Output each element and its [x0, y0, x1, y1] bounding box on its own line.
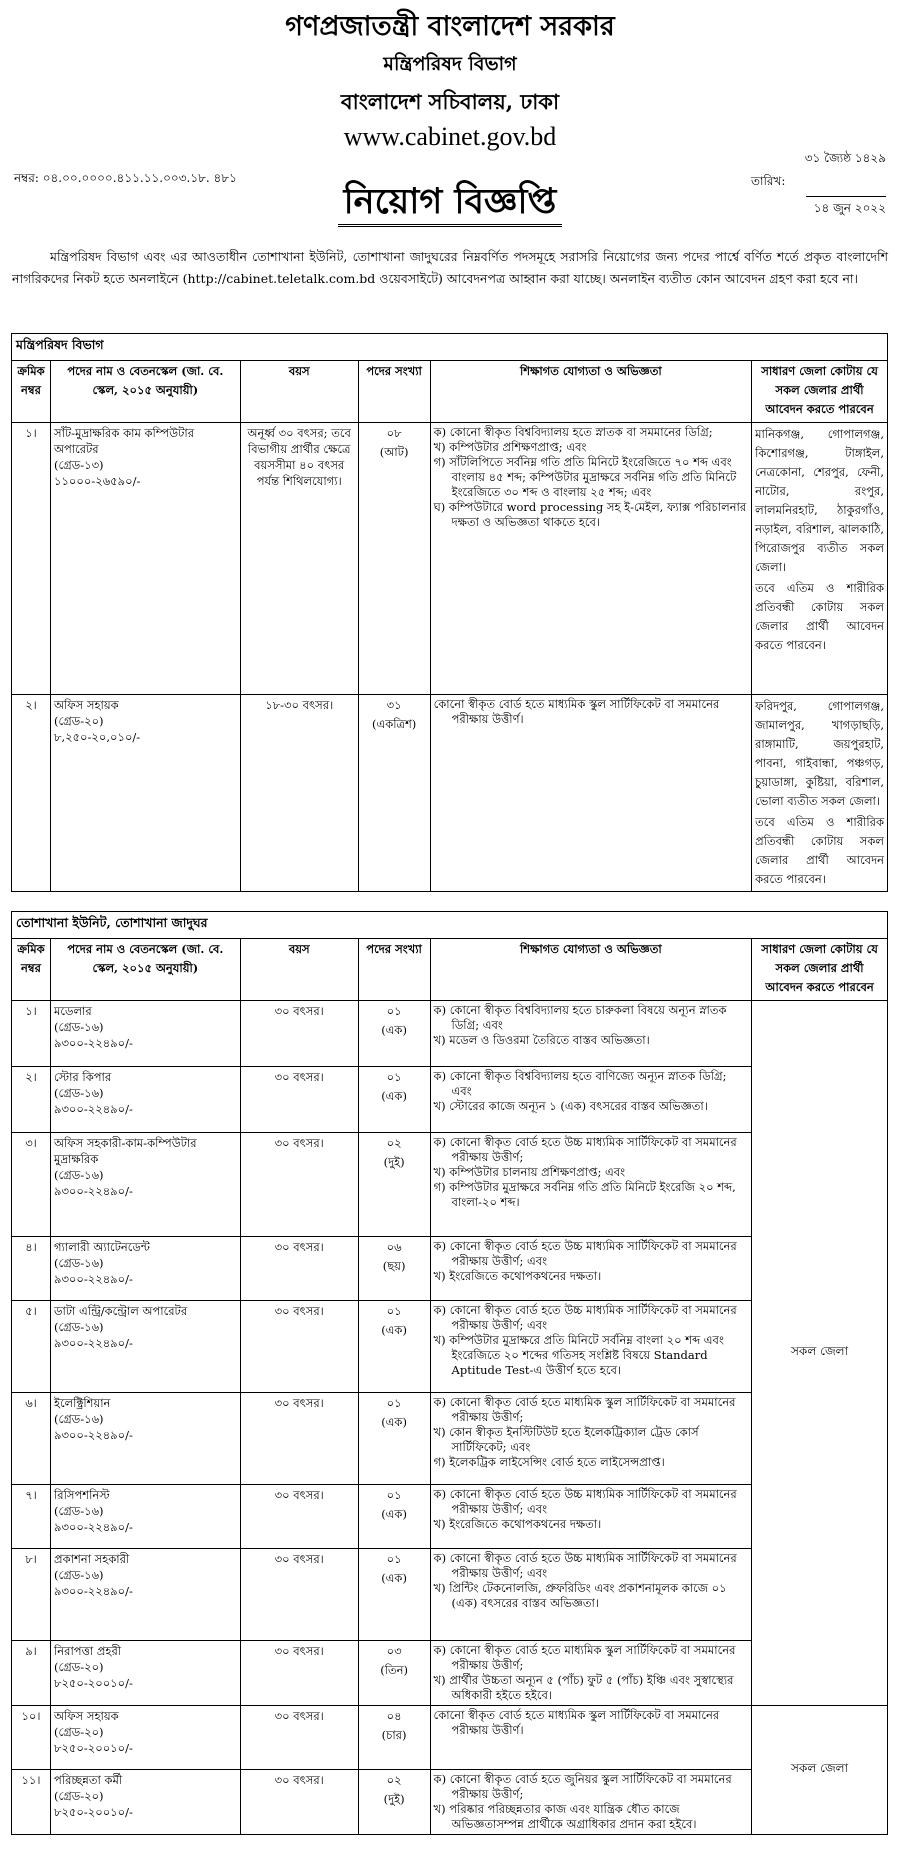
age-cell: ৩০ বৎসর।	[240, 1770, 358, 1835]
qualification-item: ক) কোনো স্বীকৃত বোর্ড হতে মাধ্যমিক স্কুল সার্টিফিকেট বা সমমানের পরীক্ষায় উত্তীর্ণ;	[433, 1643, 736, 1672]
post-name-cell	[50, 695, 240, 892]
section-title-row	[12, 334, 888, 361]
qualification-item: খ) মডেল ও ডিওরমা তৈরিতে বাস্তব অভিজ্ঞতা।	[433, 1033, 650, 1047]
post-count: ০৬	[386, 1240, 402, 1254]
post-line: ১১০০০-২৬৫৯০/-	[53, 474, 141, 488]
col-header-serial: ক্রমিক নম্বর	[12, 361, 51, 423]
government-name: গণপ্রজাতন্ত্রী বাংলাদেশ সরকার	[285, 11, 615, 42]
qualification-item: ক) কোনো স্বীকৃত বোর্ড হতে উচ্চ মাধ্যমিক সার্টিফিকেট বা সমমানের পরীক্ষায় উত্তীর্ণ; এবং	[433, 1487, 737, 1516]
age-cell: ৩০ বৎসর।	[240, 1393, 358, 1485]
post-line: মডেলার	[53, 1004, 92, 1018]
qualification-item: ঘ) কম্পিউটারে word processing সহ ই-মেইল, ফ্যাক্স পরিচালনার দক্ষতা ও অভিজ্ঞতা থাকতে হবে।	[433, 500, 747, 529]
post-line: ৮২৫০-২০০১০/-	[53, 1741, 133, 1755]
post-name-cell	[50, 1485, 240, 1549]
notice-title-wrap	[0, 174, 900, 233]
post-line: রিসিপশনিস্ট	[53, 1488, 110, 1502]
age-cell: ৩০ বৎসর।	[240, 1067, 358, 1133]
qualification-cell	[430, 1393, 752, 1485]
post-count-word: (এক)	[381, 1507, 407, 1521]
post-count-cell	[358, 1641, 430, 1706]
qualification-item: ক) কোনো স্বীকৃত বোর্ড হতে উচ্চ মাধ্যমিক সার্টিফিকেট বা সমমানের পরীক্ষায় উত্তীর্ণ; এবং	[433, 1239, 737, 1268]
age-cell: ৩০ বৎসর।	[240, 1001, 358, 1067]
intro-paragraph: মন্ত্রিপরিষদ বিভাগ এবং এর আওতাধীন তোশাখানা ইউনিট, তোশাখানা জাদুঘরের নিম্নবর্ণিত পদসমূহে সরাসরি নিয়োগের জন্য পদের পার্শ্বে বর্ণিত শর্তে প্রকৃত বাংলাদেশি নাগরিকদের নিকট হতে অনলাইনে (http://cabinet.teletalk.com.bd ওয়েবসাইটে) আবেদনপত্র আহ্বান করা যাচ্ছে। অনলাইন ব্যতীত কোন আবেদন গ্রহণ করা হবে না।	[12, 249, 888, 286]
age-cell: ৩০ বৎসর।	[240, 1301, 358, 1393]
post-line: ৯৩০০-২২৪৯০/-	[53, 1184, 133, 1198]
col-header-count: পদের সংখ্যা	[358, 939, 430, 1001]
post-count-cell	[358, 1237, 430, 1301]
row-serial: ৩।	[12, 1133, 51, 1237]
post-line: ৯৩০০-২২৪৯০/-	[53, 1520, 133, 1534]
qualification-item: কোনো স্বীকৃত বোর্ড হতে মাধ্যমিক স্কুল সার্টিফিকেট বা সমমানের পরীক্ষায় উত্তীর্ণ।	[433, 1708, 720, 1737]
post-count-cell	[358, 1067, 430, 1133]
post-count-word: (দুই)	[383, 1792, 405, 1806]
qualification-item: খ) ইংরেজিতে কথোপকথনের দক্ষতা।	[433, 1269, 602, 1283]
qualification-cell	[430, 1549, 752, 1641]
age-cell: ৩০ বৎসর।	[240, 1133, 358, 1237]
post-line: ৯৩০০-২২৪৯০/-	[53, 1036, 133, 1050]
post-line: স্টোর কিপার	[53, 1070, 112, 1084]
post-line: (গ্রেড-১৬)	[53, 1020, 104, 1034]
post-name-cell	[50, 1133, 240, 1237]
post-name-cell	[50, 1706, 240, 1770]
qualification-item: খ) কম্পিউটার চালনায় প্রশিক্ষণপ্রাপ্ত; এবং	[433, 1165, 626, 1179]
qualification-item: গ) সাঁটলিপিতে সর্বনিম্ন গতি প্রতি মিনিটে ইংরেজিতে ৭০ শব্দ এবং বাংলায় ৪৫ শব্দ; কম্পিউটার মুদ্রাক্ষরে সর্বনিম্ন গতি প্রতি মিনিটে ইংরেজিতে ৩০ শব্দ ও বাংলায় ২৫ শব্দ; এবং	[433, 455, 737, 499]
qualification-item: ক) কোনো স্বীকৃত বোর্ড হতে উচ্চ মাধ্যমিক সার্টিফিকেট বা সমমানের পরীক্ষায় উত্তীর্ণ; এবং	[433, 1303, 737, 1332]
qualification-item: গ) ইলেকট্রিক লাইসেন্সিং বোর্ড হতে লাইসেন্সপ্রাপ্ত।	[433, 1455, 665, 1469]
post-line: ৮,২৫০-২০,০১০/-	[53, 730, 141, 744]
row-serial: ৮।	[12, 1549, 51, 1641]
post-count-word: (এক)	[381, 1415, 407, 1429]
quota-exception: তবে এতিম ও শারীরিক প্রতিবন্ধী কোটায় সকল জেলার প্রার্থী আবেদন করতে পারবেন।	[755, 815, 884, 886]
qualification-item: ক) কোনো স্বীকৃত বিশ্ববিদ্যালয় হতে চারুকলা বিষয়ে অন্যূন স্নাতক ডিগ্রি; এবং	[433, 1003, 727, 1032]
post-name-cell	[50, 1641, 240, 1706]
post-count-word: (এক)	[381, 1323, 407, 1337]
post-count-word: (একত্রিশ)	[371, 717, 417, 731]
post-line: পরিচ্ছন্নতা কর্মী	[53, 1773, 123, 1787]
age-cell: ৩০ বৎসর।	[240, 1237, 358, 1301]
qualification-item: খ) স্টোরের কাজে অন্যূন ১ (এক) বৎসরের বাস্তব অভিজ্ঞতা।	[433, 1099, 708, 1113]
post-line: (গ্রেড-১৬)	[53, 1256, 104, 1270]
post-line: (গ্রেড-২০)	[53, 714, 104, 728]
qualification-item: ক) কোনো স্বীকৃত বিশ্ববিদ্যালয় হতে স্নাতক বা সমমানের ডিগ্রি;	[433, 425, 713, 439]
post-count: ০১	[386, 1396, 402, 1410]
district-quota-cell	[752, 423, 888, 695]
qualification-item: খ) কোন স্বীকৃত ইনস্টিটিউট হতে ইলেকট্রিক্যাল ট্রেড কোর্স সার্টিফিকেট; এবং	[433, 1425, 699, 1454]
post-count-cell	[358, 423, 430, 695]
date-english: ১৪ জুন ২০২২	[813, 201, 886, 215]
quota-districts: ফরিদপুর, গোপালগঞ্জ, জামালপুর, খাগড়াছড়ি, রাঙ্গামাটি, জয়পুরহাট, পাবনা, গাইবান্ধা, পঞ্চগড়, চুয়াডাঙ্গা, কুষ্টিয়া, বরিশাল, ভোলা ব্যতীত সকল জেলা।	[755, 699, 884, 808]
row-serial: ৬।	[12, 1393, 51, 1485]
post-count-cell	[358, 1001, 430, 1067]
post-line: (গ্রেড-২০)	[53, 1789, 104, 1803]
post-line: ৯৩০০-২২৪৯০/-	[53, 1428, 133, 1442]
date-label: তারিখ:	[751, 174, 786, 188]
qualification-item: খ) প্রিন্টিং টেকনোলজি, প্রুফরিডিং এবং প্রকাশনামূলক কাজে ০১ (এক) বৎসরের বাস্তব অভিজ্ঞতা।	[433, 1581, 727, 1610]
notice-title: নিয়োগ বিজ্ঞপ্তি	[338, 181, 563, 227]
row-serial: ২।	[12, 1067, 51, 1133]
qualification-item: খ) প্রার্থীর উচ্চতা অন্যূন ৫ (পাঁচ) ফুট ৫ (পাঁচ) ইঞ্চি এবং সুস্বাস্থ্যের অধিকারী হইতে হইবে।	[433, 1673, 734, 1702]
post-line: সাঁট-মুদ্রাক্ষরিক কাম কম্পিউটার	[53, 426, 195, 440]
post-name-cell	[50, 1237, 240, 1301]
qualification-item: ক) কোনো স্বীকৃত বোর্ড হতে মাধ্যমিক স্কুল সার্টিফিকেট বা সমমানের পরীক্ষায় উত্তীর্ণ;	[433, 1395, 736, 1424]
post-count-word: (তিন)	[380, 1663, 408, 1677]
post-name-cell	[50, 1549, 240, 1641]
column-header-row	[12, 361, 888, 423]
post-count-cell	[358, 1301, 430, 1393]
post-name-cell	[50, 1393, 240, 1485]
col-header-post: পদের নাম ও বেতনস্কেল (জা. বে. স্কেল, ২০১৫ অনুযায়ী)	[50, 361, 240, 423]
qualification-item: ক) কোনো স্বীকৃত বোর্ড হতে উচ্চ মাধ্যমিক সার্টিফিকেট বা সমমানের পরীক্ষায় উত্তীর্ণ; এবং	[433, 1551, 737, 1580]
col-header-count: পদের সংখ্যা	[358, 361, 430, 423]
qualification-item: খ) পরিষ্কার পরিচ্ছন্নতার কাজ এবং যান্ত্রিক ধৌত কাজে অভিজ্ঞতাসম্পন্ন প্রার্থীকে অগ্রাধিকার প্রদান করা হইবে।	[433, 1802, 697, 1831]
row-serial: ৫।	[12, 1301, 51, 1393]
qualification-cell	[430, 1001, 752, 1067]
toshakhana-unit-table	[11, 911, 888, 1835]
post-line: (গ্রেড-১৬)	[53, 1168, 104, 1182]
post-line: (গ্রেড-১৬)	[53, 1086, 104, 1100]
qualification-item: খ) কম্পিউটার প্রশিক্ষণপ্রাপ্ত; এবং	[433, 440, 587, 454]
post-count-word: (আট)	[379, 445, 409, 459]
post-line: (গ্রেড-১৬)	[53, 1568, 104, 1582]
row-serial: ১।	[12, 423, 51, 695]
qualification-cell	[430, 1485, 752, 1549]
qualification-item: খ) ইংরেজিতে কথোপকথনের দক্ষতা।	[433, 1517, 602, 1531]
col-header-serial: ক্রমিক নম্বর	[12, 939, 51, 1001]
post-count-word: (চার)	[381, 1728, 407, 1742]
post-line: ৮২৫০-২০০১০/-	[53, 1676, 133, 1690]
post-count: ০২	[386, 1136, 402, 1150]
row-serial: ১০।	[12, 1706, 51, 1770]
post-count: ৩১	[386, 698, 402, 712]
col-header-quota: সাধারণ জেলা কোটায় যে সকল জেলার প্রার্থী আবেদন করতে পারবেন	[752, 939, 888, 1001]
post-count-cell	[358, 695, 430, 892]
qualification-cell	[430, 1706, 752, 1770]
post-name-cell	[50, 423, 240, 695]
row-serial: ১১।	[12, 1770, 51, 1835]
post-count: ০২	[386, 1773, 402, 1787]
qualification-item: ক) কোনো স্বীকৃত বোর্ড হতে উচ্চ মাধ্যমিক সার্টিফিকেট বা সমমানের পরীক্ষায় উত্তীর্ণ;	[433, 1135, 737, 1164]
post-line: ৯৩০০-২২৪৯০/-	[53, 1584, 133, 1598]
post-name-cell	[50, 1301, 240, 1393]
qualification-cell	[430, 1133, 752, 1237]
district-quota-cell	[752, 695, 888, 892]
reference-number: নম্বর: ০৪.০০.০০০০.৪১১.১১.০০৩.১৮. ৪৮১	[14, 171, 237, 185]
post-name-cell	[50, 1067, 240, 1133]
post-count-word: (ছয়)	[382, 1259, 406, 1273]
qualification-cell	[430, 1301, 752, 1393]
post-count-word: (এক)	[381, 1023, 407, 1037]
age-cell: ৩০ বৎসর।	[240, 1706, 358, 1770]
post-count-cell	[358, 1770, 430, 1835]
post-line: গ্যালারী অ্যাটেনডেন্ট	[53, 1240, 150, 1254]
post-line: অপারেটর	[53, 442, 99, 456]
row-serial: ১।	[12, 1001, 51, 1067]
post-line: ৯৩০০-২২৪৯০/-	[53, 1336, 133, 1350]
post-line: ৯৩০০-২২৪৯০/-	[53, 1272, 133, 1286]
post-line: ইলেক্ট্রিশিয়ান	[53, 1396, 111, 1410]
col-header-quota: সাধারণ জেলা কোটায় যে সকল জেলার প্রার্থী আবেদন করতে পারবেন	[752, 361, 888, 423]
post-line: প্রকাশনা সহকারী	[53, 1552, 130, 1566]
post-count-cell	[358, 1706, 430, 1770]
col-header-qualification: শিক্ষাগত যোগ্যতা ও অভিজ্ঞতা	[430, 361, 752, 423]
post-line: নিরাপত্তা প্রহরী	[53, 1644, 122, 1658]
post-count: ০১	[386, 1304, 402, 1318]
post-count: ০১	[386, 1488, 402, 1502]
post-count: ০৪	[386, 1709, 402, 1723]
section-title: তোশাখানা ইউনিট, তোশাখানা জাদুঘর	[12, 912, 888, 939]
table-row	[12, 1001, 888, 1067]
post-line: অফিস সহকারী-কাম-কম্পিউটার	[53, 1136, 197, 1150]
section-title: মন্ত্রিপরিষদ বিভাগ	[12, 334, 888, 361]
post-line: অফিস সহায়ক	[53, 698, 119, 712]
row-serial: ২।	[12, 695, 51, 892]
post-line: (গ্রেড-২০)	[53, 1660, 104, 1674]
col-header-age: বয়স	[240, 939, 358, 1001]
age-cell: অনূর্ধ্ব ৩০ বৎসর; তবে বিভাগীয় প্রার্থীর ক্ষেত্রে বয়সসীমা ৪০ বৎসর পর্যন্ত শিথিলযোগ্য।	[240, 423, 358, 695]
row-serial: ৭।	[12, 1485, 51, 1549]
post-name-cell	[50, 1770, 240, 1835]
col-header-age: বয়স	[240, 361, 358, 423]
age-cell: ৩০ বৎসর।	[240, 1549, 358, 1641]
post-count: ০১	[386, 1070, 402, 1084]
post-line: (গ্রেড-১৩)	[53, 458, 104, 472]
post-count-cell	[358, 1485, 430, 1549]
table-row	[12, 423, 888, 695]
row-serial: ৯।	[12, 1641, 51, 1706]
age-cell: ৩০ বৎসর।	[240, 1641, 358, 1706]
qualification-item: ক) কোনো স্বীকৃত বিশ্ববিদ্যালয় হতে বাণিজ্যে অন্যূন স্নাতক ডিগ্রি; এবং	[433, 1069, 727, 1098]
post-line: মুদ্রাক্ষরিক	[53, 1152, 99, 1166]
district-quota-all: সকল জেলা	[752, 1706, 888, 1835]
division-name: মন্ত্রিপরিষদ বিভাগ	[383, 53, 517, 75]
qualification-cell	[430, 1641, 752, 1706]
post-count-cell	[358, 1549, 430, 1641]
post-line: ডাটা এন্ট্রি/কন্ট্রোল অপারেটর	[53, 1304, 188, 1318]
qualification-cell	[430, 423, 752, 695]
qualification-cell	[430, 1237, 752, 1301]
date-bangla: ৩১ জ্যৈষ্ঠ ১৪২৯	[804, 151, 886, 165]
post-line: (গ্রেড-১৬)	[53, 1320, 104, 1334]
post-line: ৯৩০০-২২৪৯০/-	[53, 1102, 133, 1116]
quota-exception: তবে এতিম ও শারীরিক প্রতিবন্ধী কোটায় সকল জেলার প্রার্থী আবেদন করতে পারবেন।	[755, 581, 884, 652]
post-count-cell	[358, 1393, 430, 1485]
post-line: (গ্রেড-১৬)	[53, 1412, 104, 1426]
district-quota-all: সকল জেলা	[752, 1001, 888, 1706]
age-cell: ৩০ বৎসর।	[240, 1485, 358, 1549]
col-header-post: পদের নাম ও বেতনস্কেল (জা. বে. স্কেল, ২০১৫ অনুযায়ী)	[50, 939, 240, 1001]
cabinet-division-table	[11, 333, 888, 892]
post-count-word: (দুই)	[383, 1155, 405, 1169]
table-row	[12, 1706, 888, 1770]
post-count: ০১	[386, 1552, 402, 1566]
secretariat-address: বাংলাদেশ সচিবালয়, ঢাকা	[340, 89, 560, 114]
age-cell: ১৮-৩০ বৎসর।	[240, 695, 358, 892]
post-line: ৮২৫০-২০০১০/-	[53, 1805, 133, 1819]
qualification-cell	[430, 1770, 752, 1835]
post-line: (গ্রেড-২০)	[53, 1725, 104, 1739]
qualification-cell	[430, 695, 752, 892]
post-line: (গ্রেড-১৬)	[53, 1504, 104, 1518]
post-line: অফিস সহায়ক	[53, 1709, 119, 1723]
section-title-row	[12, 912, 888, 939]
post-name-cell	[50, 1001, 240, 1067]
website-url[interactable]: www.cabinet.gov.bd	[343, 122, 557, 151]
qualification-item: কোনো স্বীকৃত বোর্ড হতে মাধ্যমিক স্কুল সার্টিফিকেট বা সমমানের পরীক্ষায় উত্তীর্ণ।	[433, 697, 720, 726]
qualification-cell	[430, 1067, 752, 1133]
post-count-word: (এক)	[381, 1089, 407, 1103]
post-count-word: (এক)	[381, 1571, 407, 1585]
post-count: ০৩	[386, 1644, 402, 1658]
table-row	[12, 695, 888, 892]
col-header-qualification: শিক্ষাগত যোগ্যতা ও অভিজ্ঞতা	[430, 939, 752, 1001]
column-header-row	[12, 939, 888, 1001]
qualification-item: খ) কম্পিউটার মুদ্রাক্ষরে প্রতি মিনিটে সর্বনিম্ন বাংলা ২০ শব্দ এবং ইংরেজিতে ২০ শব্দের গতিসহ সংশ্লিষ্ট বিষয়ে Standard Aptitude Test-এ উত্তীর্ণ হতে হবে।	[433, 1333, 724, 1377]
post-count: ০৮	[386, 426, 402, 440]
qualification-item: গ) কম্পিউটার মুদ্রাক্ষরে সর্বনিম্ন গতি প্রতি মিনিটে ইংরেজি ২০ শব্দ, বাংলা-২০ শব্দ।	[433, 1180, 736, 1209]
quota-districts: মানিকগঞ্জ, গোপালগঞ্জ, কিশোরগঞ্জ, টাঙ্গাইল, নেত্রকোনা, শেরপুর, ফেনী, নাটোর, রংপুর, লালমনিরহাট, ঠাকুরগাঁও, নড়াইল, বরিশাল, ঝালকাঠি, পিরোজপুর ব্যতীত সকল জেলা।	[755, 427, 884, 574]
row-serial: ৪।	[12, 1237, 51, 1301]
post-count: ০১	[386, 1004, 402, 1018]
qualification-item: ক) কোনো স্বীকৃত বোর্ড হতে জুনিয়র স্কুল সার্টিফিকেট বা সমমানের পরীক্ষায় উত্তীর্ণ;	[433, 1772, 732, 1801]
post-count-cell	[358, 1133, 430, 1237]
